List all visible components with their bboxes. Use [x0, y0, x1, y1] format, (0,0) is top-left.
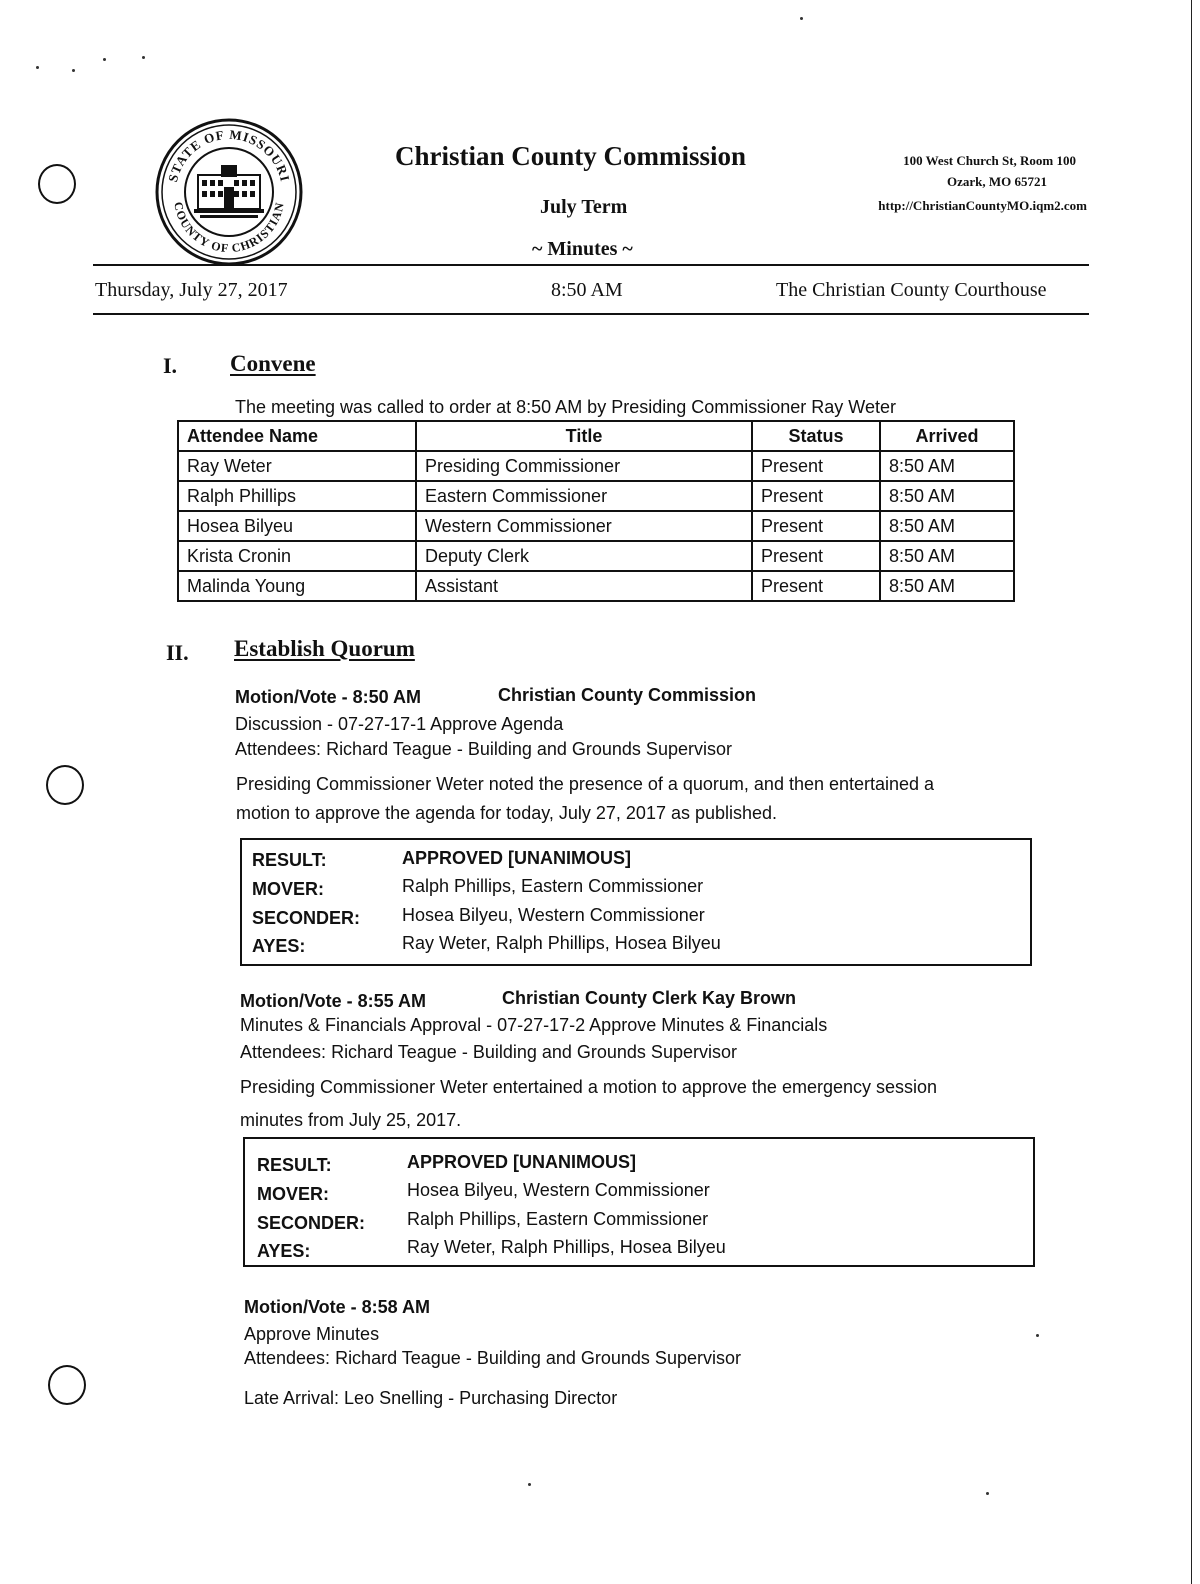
convene-intro: The meeting was called to order at 8:50 AM by Presiding Commissioner Ray Weter [235, 397, 896, 417]
attendance-table [177, 420, 1015, 602]
seconder-value: Hosea Bilyeu, Western Commissioner [402, 905, 705, 925]
page-edge [1191, 0, 1192, 1584]
ayes-value: Ray Weter, Ralph Phillips, Hosea Bilyeu [407, 1237, 726, 1257]
attendee-name: Hosea Bilyeu [178, 511, 416, 541]
vote-result-box [240, 838, 1032, 966]
mover-value: Ralph Phillips, Eastern Commissioner [402, 876, 704, 896]
motion-body: Christian County Clerk Kay Brown [502, 988, 797, 1008]
address-line1: 100 West Church St, Room 100 [903, 153, 1076, 168]
minutes-label: ~ Minutes ~ [532, 238, 633, 260]
motion-label: Motion/Vote - 8:55 AM [240, 991, 426, 1011]
header-rule-top [93, 264, 1089, 266]
result-label: RESULT: [252, 850, 327, 870]
section-number: I. [163, 353, 178, 378]
address-line2: Ozark, MO 65721 [946, 174, 1047, 189]
table-row [178, 511, 1014, 541]
attendee-status: Present [752, 481, 880, 511]
motion-discussion: Minutes & Financials Approval - 07-27-17-2 Approve Minutes & Financials [240, 1015, 828, 1035]
punch-hole [46, 765, 84, 805]
attendee-arrived: 8:50 AM [880, 541, 1014, 571]
svg-text:COUNTY OF CHRISTIAN: COUNTY OF CHRISTIAN [171, 200, 287, 256]
table-row [178, 571, 1014, 601]
result-value: APPROVED [UNANIMOUS] [402, 848, 632, 868]
attendee-title: Presiding Commissioner [416, 451, 752, 481]
attendee-status: Present [752, 541, 880, 571]
attendee-title: Assistant [416, 571, 752, 601]
motion-attendees: Attendees: Richard Teague - Building and Grounds Supervisor [244, 1348, 741, 1368]
attendee-status: Present [752, 571, 880, 601]
vote-result-box [243, 1137, 1035, 1267]
commission-title: Christian County Commission [395, 141, 747, 171]
attendee-arrived: 8:50 AM [880, 451, 1014, 481]
ayes-label: AYES: [252, 936, 306, 956]
mover-label: MOVER: [252, 879, 324, 899]
table-row [178, 541, 1014, 571]
attendee-name: Malinda Young [178, 571, 416, 601]
motion-text: motion to approve the agenda for today, July 27, 2017 as published. [236, 803, 778, 823]
column-header: Arrived [880, 421, 1014, 451]
scan-speck [103, 58, 106, 61]
section-number: II. [166, 640, 189, 665]
motion-discussion: Approve Minutes [244, 1324, 380, 1344]
term-label: July Term [540, 196, 628, 218]
mover-value: Hosea Bilyeu, Western Commissioner [407, 1180, 710, 1200]
mover-label: MOVER: [257, 1184, 329, 1204]
attendee-title: Deputy Clerk [416, 541, 752, 571]
motion-attendees: Attendees: Richard Teague - Building and Grounds Supervisor [240, 1042, 737, 1062]
attendee-name: Ralph Phillips [178, 481, 416, 511]
meeting-location: The Christian County Courthouse [776, 279, 1047, 301]
attendee-arrived: 8:50 AM [880, 511, 1014, 541]
attendee-arrived: 8:50 AM [880, 481, 1014, 511]
motion-attendees: Attendees: Richard Teague - Building and Grounds Supervisor [235, 739, 732, 759]
motion-text: Presiding Commissioner Weter entertained a motion to approve the emergency session [240, 1077, 938, 1097]
scan-speck [72, 69, 75, 72]
svg-text:STATE OF MISSOURI: STATE OF MISSOURI [165, 126, 293, 184]
scan-speck [528, 1483, 531, 1486]
scan-speck [800, 17, 803, 20]
attendee-name: Ray Weter [178, 451, 416, 481]
seconder-label: SECONDER: [257, 1213, 366, 1233]
scan-speck [36, 66, 39, 69]
punch-hole [48, 1365, 86, 1405]
punch-hole [38, 164, 76, 204]
motion-label: Motion/Vote - 8:58 AM [244, 1297, 430, 1317]
column-header: Attendee Name [178, 421, 416, 451]
attendee-name: Krista Cronin [178, 541, 416, 571]
column-header: Status [752, 421, 880, 451]
motion-text: minutes from July 25, 2017. [240, 1110, 462, 1130]
late-arrival: Late Arrival: Leo Snelling - Purchasing Director [244, 1388, 618, 1408]
result-label: RESULT: [257, 1155, 332, 1175]
attendee-status: Present [752, 511, 880, 541]
attendee-status: Present [752, 451, 880, 481]
seconder-value: Ralph Phillips, Eastern Commissioner [407, 1209, 709, 1229]
scan-speck [986, 1492, 989, 1495]
motion-discussion: Discussion - 07-27-17-1 Approve Agenda [235, 714, 564, 734]
attendee-title: Eastern Commissioner [416, 481, 752, 511]
ayes-value: Ray Weter, Ralph Phillips, Hosea Bilyeu [402, 933, 721, 953]
meeting-time: 8:50 AM [551, 279, 623, 301]
header-rule-bottom [93, 313, 1089, 315]
table-row [178, 451, 1014, 481]
motion-label: Motion/Vote - 8:50 AM [235, 687, 421, 707]
section-title: Establish Quorum [234, 636, 415, 661]
motion-body: Christian County Commission [498, 685, 757, 705]
seconder-label: SECONDER: [252, 908, 361, 928]
ayes-label: AYES: [257, 1241, 311, 1261]
attendee-arrived: 8:50 AM [880, 571, 1014, 601]
motion-text: Presiding Commissioner Weter noted the presence of a quorum, and then entertained a [236, 774, 935, 794]
meeting-date: Thursday, July 27, 2017 [95, 279, 288, 301]
column-header: Title [416, 421, 752, 451]
county-seal-logo [154, 117, 304, 267]
scan-speck [1036, 1334, 1039, 1337]
scan-speck [142, 56, 145, 59]
attendee-title: Western Commissioner [416, 511, 752, 541]
table-header-row [178, 421, 1014, 451]
section-title: Convene [230, 351, 316, 376]
table-row [178, 481, 1014, 511]
website-link: http://ChristianCountyMO.iqm2.com [878, 198, 1087, 213]
result-value: APPROVED [UNANIMOUS] [407, 1152, 637, 1172]
